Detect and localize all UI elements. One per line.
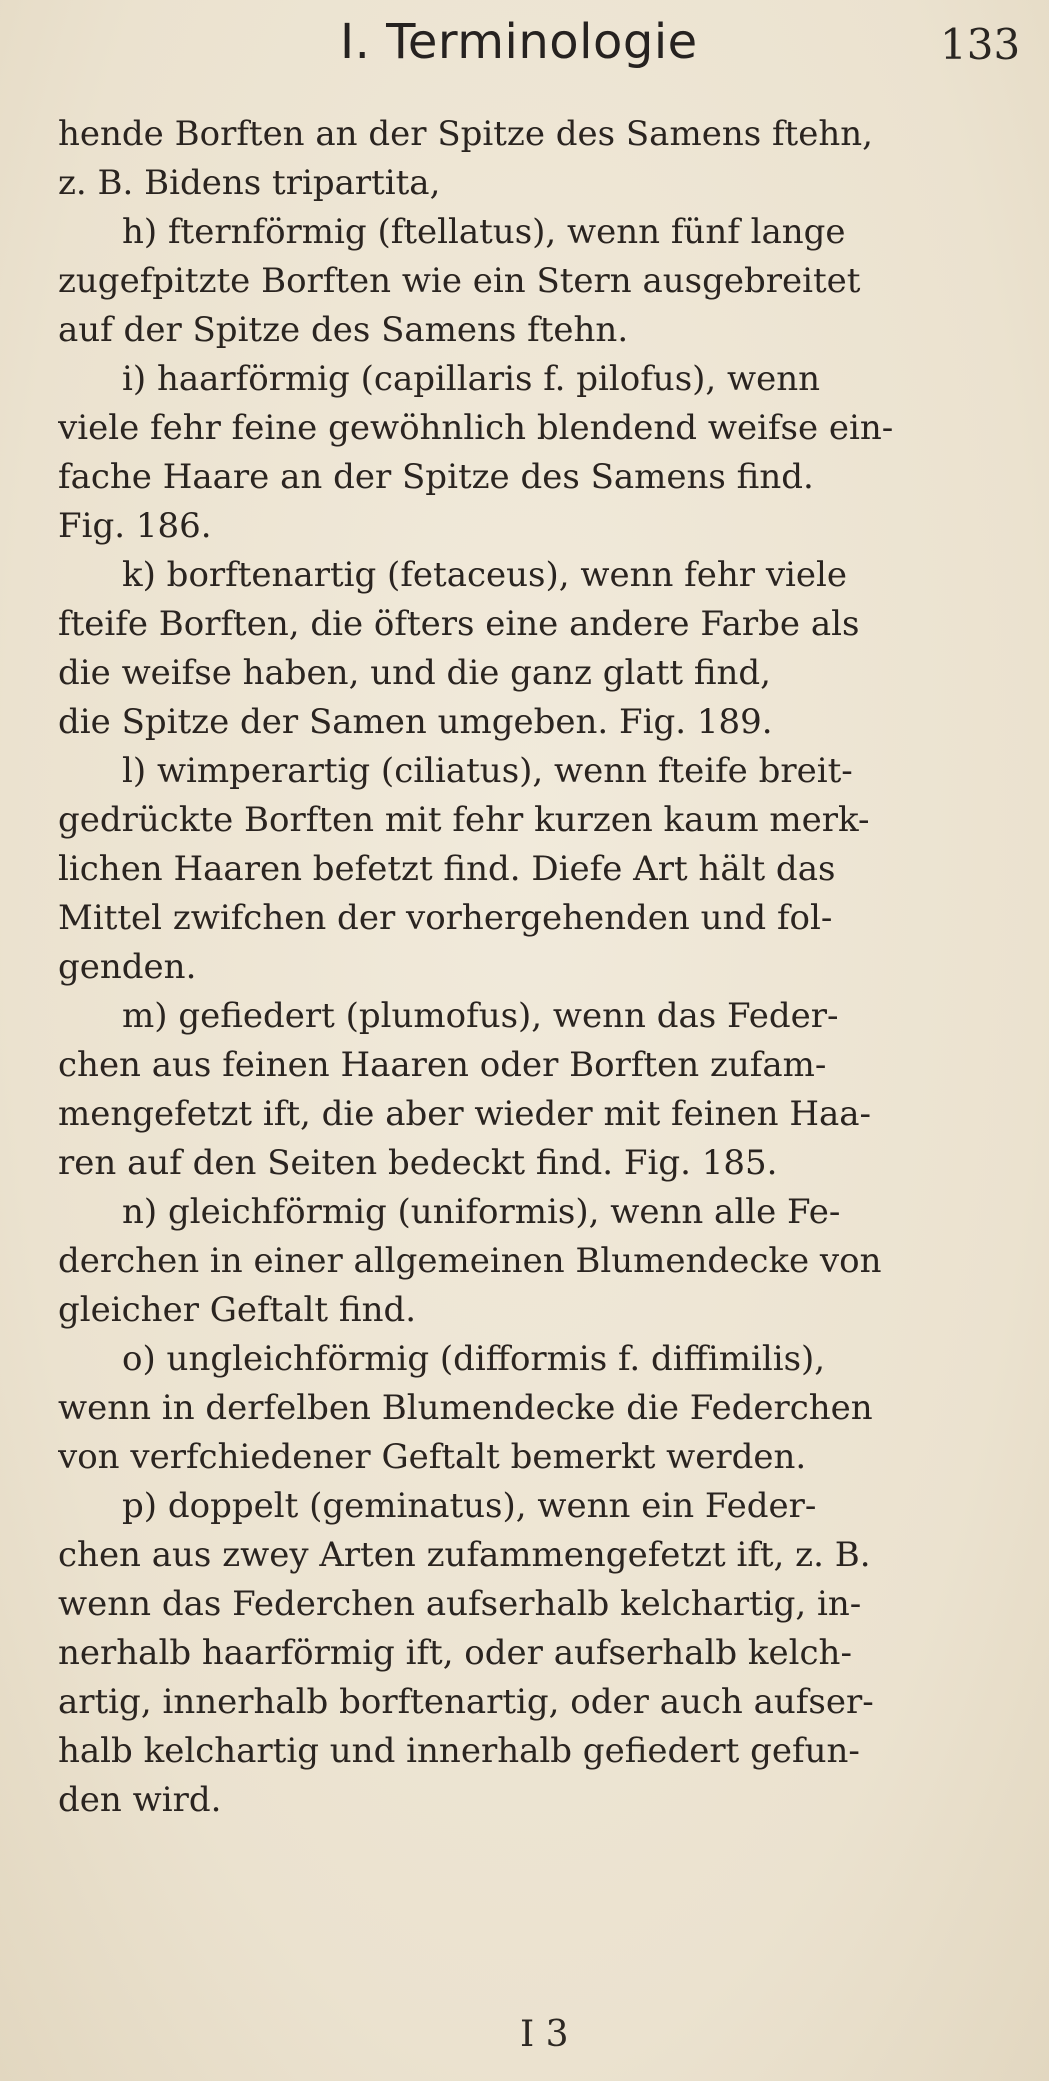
text-line: o) ungleichförmig (difformis f. diffimilis), [122,1339,826,1379]
text-line: mengefetzt ift, die aber wieder mit feinen Haa- [58,1094,872,1134]
text-line: gleicher Geftalt find. [58,1290,417,1330]
text-line: z. B. Bidens tripartita, [58,163,441,203]
text-line: die weifse haben, und die ganz glatt find, [58,653,771,693]
text-line: m) gefiedert (plumofus), wenn das Feder- [122,996,839,1036]
text-line: l) wimperartig (ciliatus), wenn fteife breit- [122,751,853,791]
text-line: Fig. 186. [58,506,212,546]
text-line: h) fternförmig (ftellatus), wenn fünf lange [122,212,846,252]
text-line: artig, innerhalb borftenartig, oder auch aufser- [58,1682,874,1722]
text-line: viele fehr feine gewöhnlich blendend weifse ein- [58,408,894,448]
text-line: ren auf den Seiten bedeckt find. Fig. 185. [58,1143,778,1183]
text-line: derchen in einer allgemeinen Blumendecke von [58,1241,882,1281]
text-line: den wird. [58,1780,222,1820]
text-line: n) gleichförmig (uniformis), wenn alle Fe- [122,1192,841,1232]
text-line: chen aus zwey Arten zufammengefetzt ift, z. B. [58,1535,871,1575]
text-line: lichen Haaren befetzt find. Diefe Art hält das [58,849,836,889]
text-line: fteife Borften, die öfters eine andere Farbe als [58,604,860,644]
text-line: i) haarförmig (capillaris f. pilofus), wenn [122,359,821,399]
text-line: die Spitze der Samen umgeben. Fig. 189. [58,702,773,742]
text-line: hende Borften an der Spitze des Samens ftehn, [58,114,873,154]
text-line: fache Haare an der Spitze des Samens find. [58,457,814,497]
page-number: 133 [940,20,1021,69]
text-line: Mittel zwifchen der vorhergehenden und fol- [58,898,833,938]
text-line: gedrückte Borften mit fehr kurzen kaum merk- [58,800,870,840]
text-line: p) doppelt (geminatus), wenn ein Feder- [122,1486,817,1526]
text-line: zugefpitzte Borften wie ein Stern ausgebreitet [58,261,861,301]
text-line: wenn das Federchen aufserhalb kelchartig, in- [58,1584,862,1624]
text-line: auf der Spitze des Samens ftehn. [58,310,629,350]
body-text [58,110,1018,1825]
text-line: halb kelchartig und innerhalb gefiedert gefun- [58,1731,860,1771]
running-head: I. Terminologie [340,14,698,70]
text-line: wenn in derfelben Blumendecke die Federchen [58,1388,873,1428]
signature-mark: I 3 [520,2014,569,2055]
text-line: genden. [58,947,197,987]
text-line: von verfchiedener Geftalt bemerkt werden. [58,1437,807,1477]
text-line: chen aus feinen Haaren oder Borften zufam- [58,1045,827,1085]
text-line: nerhalb haarförmig ift, oder aufserhalb kelch- [58,1633,852,1673]
page-header [0,14,1049,84]
text-line: k) borftenartig (fetaceus), wenn fehr viele [122,555,848,595]
